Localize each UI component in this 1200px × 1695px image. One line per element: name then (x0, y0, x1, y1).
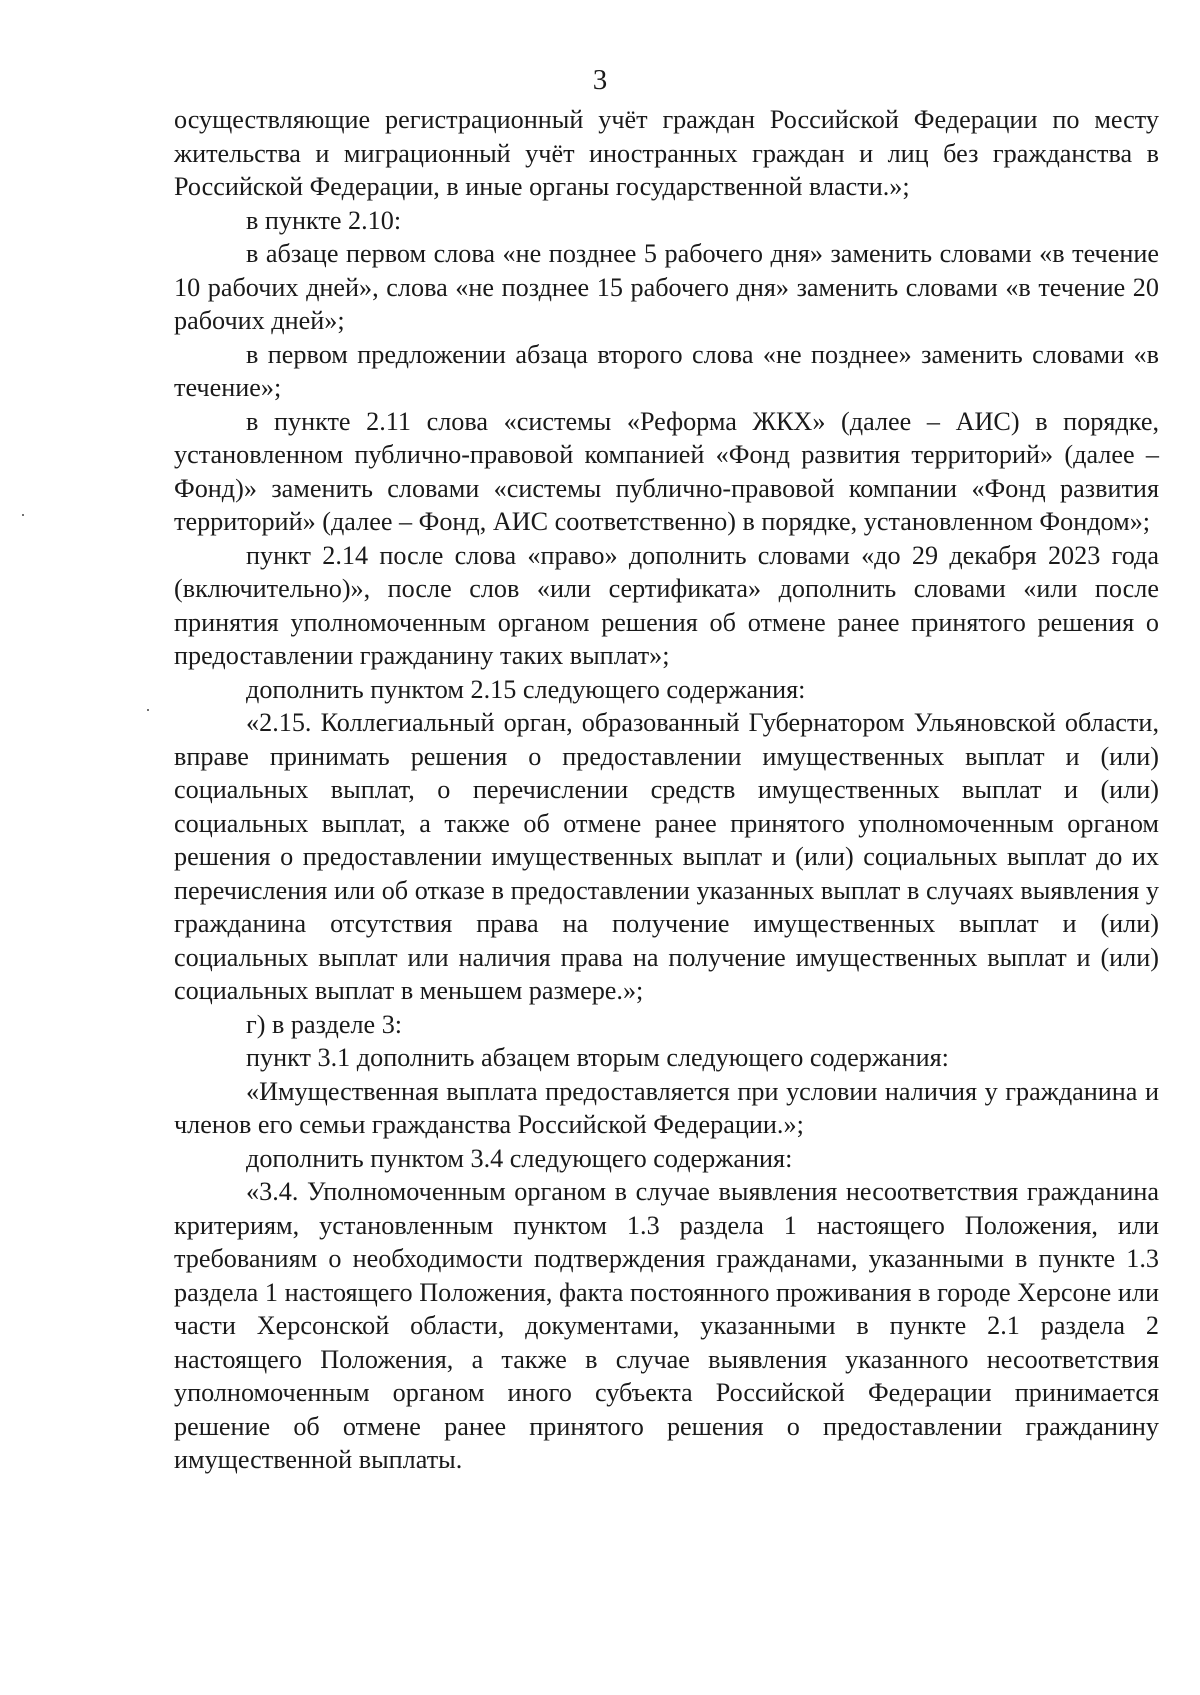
paragraph: пункт 3.1 дополнить абзацем вторым следующего содержания: (246, 1043, 949, 1072)
paragraph: пункт 2.14 после слова «право» дополнить словами «до 29 декабря 2023 года (включительно)», после слов «или сертификата» дополнить словами «или после принятия уполномоченным органом решения об отмене ранее принятого решения о предоставлении гражданину таких выплат»; (174, 540, 1159, 670)
paragraph: в пункте 2.11 слова «системы «Реформа ЖКХ» (далее – АИС) в порядке, установленном публично-правовой компанией «Фонд развития территорий» (далее – Фонд)» заменить словами «системы публично-правовой компании «Фонд развития территорий» (далее – Фонд, АИС соответственно) в порядке, установленном Фондом»; (174, 406, 1159, 536)
paragraph: осуществляющие регистрационный учёт граждан Российской Федерации по месту жительства и миграционный учёт иностранных граждан и лиц без гражданства в Российской Федерации, в иные органы государственной власти.»; (174, 105, 1159, 201)
paragraph: в пункте 2.10: (246, 205, 402, 235)
paragraph: г) в разделе 3: (246, 1009, 403, 1039)
paragraph: «Имущественная выплата предоставляется при условии наличия у гражданина и членов его семьи гражданства Российской Федерации.»; (174, 1076, 1159, 1139)
paragraph: в абзаце первом слова «не позднее 5 рабочего дня» заменить словами «в течение 10 рабочих дней», слова «не позднее 15 рабочего дня» заменить словами «в течение 20 рабочих дней»; (174, 239, 1159, 335)
paragraph: «3.4. Уполномоченным органом в случае выявления несоответствия гражданина критериям, установленным пунктом 1.3 раздела 1 настоящего Положения, или требованиям о необходимости подтверждения гражданами, указанными в пункте 1.3 раздела 1 настоящего Положения, факта постоянного проживания в городе Херсоне или части Херсонской области, документами, указанными в пункте 2.1 раздела 2 настоящего Положения, а также в случае выявления указанного несоответствия уполномоченным органом иного субъекта Российской Федерации принимается решение об отмене ранее принятого решения о предоставлении гражданину имущественной выплаты. (174, 1177, 1159, 1474)
paragraph: «2.15. Коллегиальный орган, образованный Губернатором Ульяновской области, вправе принимать решения о предоставлении имущественных выплат и (или) социальных выплат, о перечислении средств имущественных выплат и (или) социальных выплат, а также об отмене ранее принятого уполномоченным органом решения о предоставлении имущественных выплат и (или) социальных выплат до их перечисления или об отказе в предоставлении указанных выплат в случаях выявления у гражданина отсутствия права на получение имущественных выплат и (или) социальных выплат или наличия права на получение имущественных выплат и (или) социальных выплат в меньшем размере.»; (174, 708, 1159, 1005)
page-number: 3 (592, 64, 608, 96)
scan-speck (147, 709, 149, 711)
paragraph: дополнить пунктом 3.4 следующего содержания: (246, 1143, 793, 1173)
document-body (174, 103, 1159, 1477)
paragraph: дополнить пунктом 2.15 следующего содержания: (246, 674, 806, 704)
paragraph: в первом предложении абзаца второго слова «не позднее» заменить словами «в течение»; (174, 339, 1159, 402)
scan-speck (22, 514, 24, 516)
